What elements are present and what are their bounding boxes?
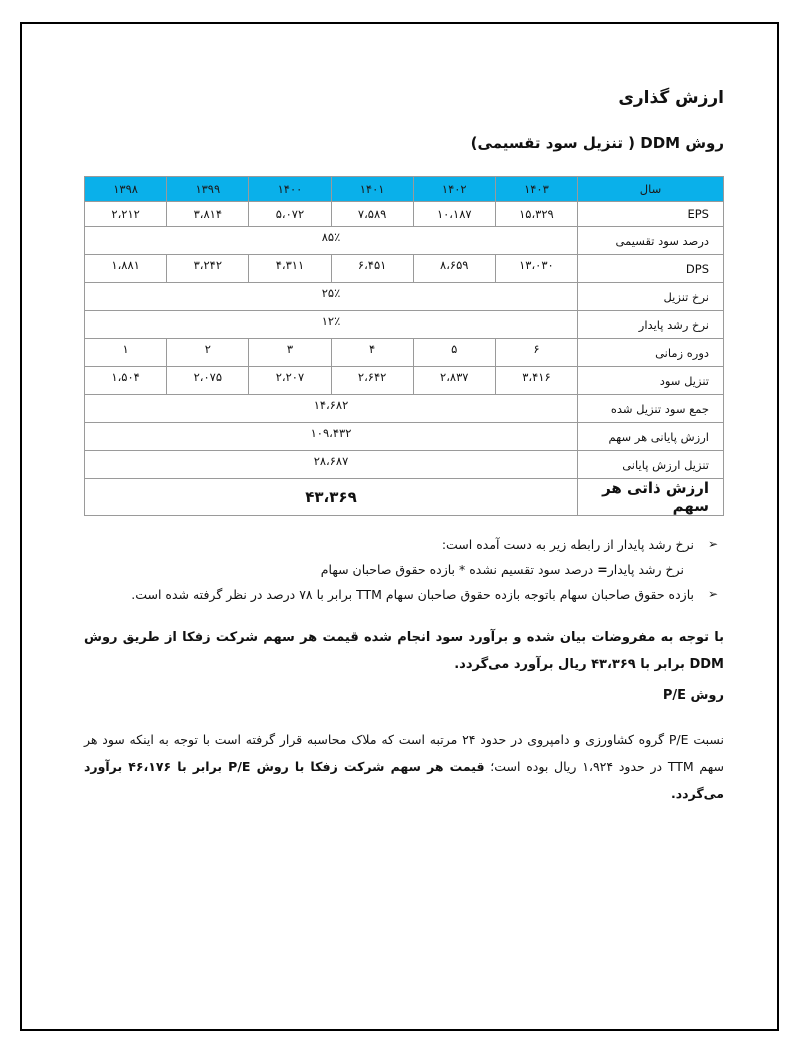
formula-equals: = [597,562,608,577]
year-cell: ۱۳۹۸ [85,177,167,202]
table-row-growth [85,311,724,339]
table-row-discounted-dividend [85,367,724,395]
growth-value: ۱۲٪ [85,311,578,339]
terminal-value: ۱۰۹،۴۳۲ [85,423,578,451]
table-row-payout [85,227,724,255]
discounted-dividend-cell: ۲،۰۷۵ [167,367,249,395]
formula-left: نرخ رشد پایدار [607,562,684,577]
dps-cell: ۳،۲۴۲ [167,255,249,283]
intrinsic-label: ارزش ذاتی هر سهم [578,479,724,516]
arrow-bullet-icon: ➢ [707,537,718,551]
list-item [84,532,724,557]
discounted-dividend-cell: ۲،۸۳۷ [413,367,495,395]
page-border [20,22,779,1031]
pe-paragraph [84,726,724,807]
table-row-intrinsic [85,479,724,516]
eps-cell: ۱۰،۱۸۷ [413,202,495,227]
list-item [84,582,724,607]
discounted-dividend-cell: ۱،۵۰۴ [85,367,167,395]
notes [84,532,724,607]
arrow-bullet-icon: ➢ [707,587,718,601]
eps-cell: ۷،۵۸۹ [331,202,413,227]
table-row-sum [85,395,724,423]
period-label: دوره زمانی [578,339,724,367]
year-cell: ۱۴۰۳ [495,177,577,202]
sum-value: ۱۴،۶۸۲ [85,395,578,423]
eps-cell: ۱۵،۳۲۹ [495,202,577,227]
terminal-discounted-value: ۲۸،۶۸۷ [85,451,578,479]
period-cell: ۱ [85,339,167,367]
table-row-terminal [85,423,724,451]
ddm-conclusion: با توجه به مفروضات بیان شده و برآورد سود انجام شده قیمت هر سهم شرکت زفکا از طریق روش DDM برابر با ۴۳،۳۶۹ ریال برآورد می‌گردد. [84,630,724,672]
growth-label: نرخ رشد پایدار [578,311,724,339]
period-cell: ۴ [331,339,413,367]
year-cell: ۱۴۰۱ [331,177,413,202]
formula-right: درصد سود تقسیم نشده * بازده حقوق صاحبان سهام [320,562,598,577]
discounted-dividend-cell: ۲،۶۴۲ [331,367,413,395]
discounted-dividend-label: تنزیل سود [578,367,724,395]
dps-cell: ۱۳،۰۳۰ [495,255,577,283]
note-growth: نرخ رشد پایدار از رابطه زیر به دست آمده است: [441,537,694,552]
dps-cell: ۶،۴۵۱ [331,255,413,283]
ddm-heading: روش DDM ( تنزیل سود تقسیمی) [470,134,724,152]
period-cell: ۵ [413,339,495,367]
table-row-terminal-discounted [85,451,724,479]
period-cell: ۲ [167,339,249,367]
table-row-eps [85,202,724,227]
discount-value: ۲۵٪ [85,283,578,311]
table-row-dps [85,255,724,283]
pe-heading: روش P/E [662,688,724,703]
year-cell: ۱۳۹۹ [167,177,249,202]
page-title: ارزش گذاری [618,88,724,108]
payout-value: ۸۵٪ [85,227,578,255]
payout-label: درصد سود تقسیمی [578,227,724,255]
valuation-table [84,176,724,516]
discounted-dividend-cell: ۳،۴۱۶ [495,367,577,395]
year-cell: ۱۴۰۲ [413,177,495,202]
terminal-discounted-label: تنزیل ارزش پایانی [578,451,724,479]
dps-cell: ۴،۳۱۱ [249,255,331,283]
year-label: سال [578,177,724,202]
pe-conclusion: قیمت هر سهم شرکت زفکا با روش P/E برابر با ۴۶،۱۷۶ برآورد می‌گردد. [84,759,724,801]
discounted-dividend-cell: ۲،۲۰۷ [249,367,331,395]
dps-cell: ۱،۸۸۱ [85,255,167,283]
table-row-period [85,339,724,367]
eps-label: EPS [578,202,724,227]
table-row-header [85,177,724,202]
note-roe: بازده حقوق صاحبان سهام باتوجه بازده حقوق صاحبان سهام TTM برابر با ۷۸ درصد در نظر گرفته شده است. [131,587,694,602]
eps-cell: ۳،۸۱۴ [167,202,249,227]
pe-text: نسبت P/E گروه کشاورزی و دامپروی در حدود ۲۴ مرتبه است که ملاک محاسبه قرار گرفته است با توجه به اینکه سود هر سهم TTM در حدود ۱،۹۲۴ ریال بوده است؛ [84,732,724,774]
intrinsic-value: ۴۳،۳۶۹ [85,479,578,516]
table-row-discount [85,283,724,311]
growth-formula [84,557,724,582]
eps-cell: ۲،۲۱۲ [85,202,167,227]
eps-cell: ۵،۰۷۲ [249,202,331,227]
period-cell: ۶ [495,339,577,367]
period-cell: ۳ [249,339,331,367]
discount-label: نرخ تنزیل [578,283,724,311]
dps-label: DPS [578,255,724,283]
dps-cell: ۸،۶۵۹ [413,255,495,283]
year-cell: ۱۴۰۰ [249,177,331,202]
sum-label: جمع سود تنزیل شده [578,395,724,423]
terminal-label: ارزش پایانی هر سهم [578,423,724,451]
